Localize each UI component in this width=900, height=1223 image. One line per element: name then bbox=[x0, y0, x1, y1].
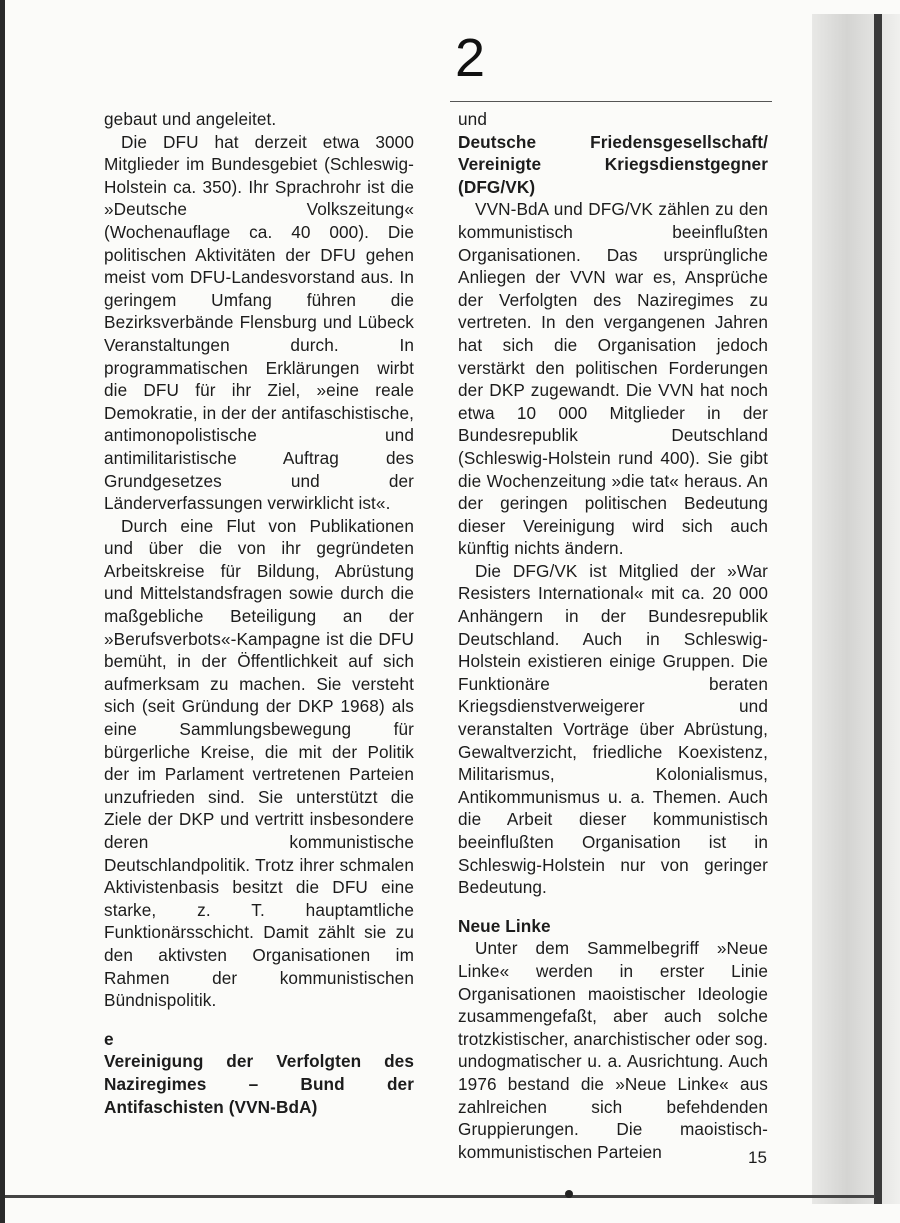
page-bottom-edge bbox=[5, 1195, 875, 1198]
paragraph-gap bbox=[458, 899, 768, 915]
section-heading: Vereinigung der Verfolgten des Naziregimes – Bund der Antifaschisten (VVN-BdA) bbox=[104, 1051, 414, 1117]
paragraph: Die DFU hat derzeit etwa 3000 Mitglieder im Bundesgebiet (Schleswig-Holstein ca. 350). Ihr Sprachrohr ist die »Deutsche Volkszeitung« (Wochenauflage ca. 40 000). Die politischen Aktivitäten der DFU gehen meist vom DFU-Landesvorstand aus. In geringem Umfang führen die Bezirksverbände Flensburg und Lübeck Veranstaltungen durch. In programmatischen Erklärungen wirbt die DFU für ihr Ziel, »eine reale Demokratie, in der der antifaschistische, antimonopolistische und antimilitaristische Auftrag des Grundgesetzes und der Länderverfassungen verwirklicht ist«. bbox=[104, 131, 414, 514]
header-rule bbox=[450, 101, 772, 102]
left-column bbox=[104, 108, 414, 1118]
section-heading: Neue Linke bbox=[458, 915, 551, 936]
page-number: 15 bbox=[748, 1148, 767, 1167]
next-page-edge bbox=[812, 14, 900, 1204]
paragraph: gebaut und angeleitet. bbox=[104, 109, 277, 129]
page-edge-left bbox=[0, 0, 5, 1223]
paragraph: Durch eine Flut von Publikationen und über die von ihr gegründeten Arbeitskreise für Bildung, Abrüstung und Mittelstandsfragen sowie durch die maßgebliche Beteiligung an der »Berufsverbots«-Kampagne ist die DFU bemüht, in der Öffentlichkeit auf sich aufmerksam zu machen. Sie versteht sich (seit Gründung der DKP 1968) als eine Sammlungsbewegung für bürgerliche Kreise, die mit der Politik der im Parlament vertretenen Parteien unzufrieden sind. Sie unterstützt die Ziele der DKP und vertritt insbesondere deren kommunistische Deutschlandpolitik. Trotz ihrer schmalen Aktivistenbasis besitzt die DFU eine starke, z. T. hauptamtliche Funktionärsschicht. Damit zählt sie zu den aktivsten Organisationen im Rahmen der kommunistischen Bündnispolitik. bbox=[104, 515, 414, 1011]
scan-artifact bbox=[565, 1190, 573, 1198]
paragraph: Die DFG/VK ist Mitglied der »War Resisters International« mit ca. 20 000 Anhängern in der Bundesrepublik Deutschland. Auch in Schleswig-Holstein existieren einige Gruppen. Die Funktionäre beraten Kriegsdienstverweigerer und veranstalten Vorträge über Abrüstung, Gewaltverzicht, friedliche Koexistenz, Militarismus, Kolonialismus, Antikommunismus u. a. Themen. Auch die Arbeit dieser kommunistisch beeinflußten Organisation ist in Schleswig-Holstein nur von geringer Bedeutung. bbox=[458, 560, 768, 898]
paragraph: Unter dem Sammelbegriff »Neue Linke« werden in erster Linie Organisationen maoistischer Ideologie zusammengefaßt, aber auch solche trotzkistischer, anarchistischer oder sog. undogmatischer u. a. Ausrichtung. Auch 1976 bestand die »Neue Linke« aus zahlreichen sich befehdenden Gruppierungen. Die maoistisch-kommunistischen Parteien bbox=[458, 938, 768, 1162]
paragraph: VVN-BdA und DFG/VK zählen zu den kommunistisch beeinflußten Organisationen. Das ursprüngliche Anliegen der VVN war es, Ansprüche der Verfolgten des Naziregimes zu vertreten. In den vergangenen Jahren hat sich die Organisation jedoch verstärkt den politischen Forderungen der DKP zugewandt. Die VVN hat noch etwa 10 000 Mitglieder in der Bundesrepublik Deutschland (Schleswig-Holstein rund 400). Sie gibt die Wochenzeitung »die tat« heraus. An der geringen politischen Bedeutung dieser Vereinigung wird sich auch künftig nichts ändern. bbox=[458, 199, 768, 559]
paragraph-gap bbox=[104, 1012, 414, 1028]
section-heading: Deutsche Friedensgesellschaft/ Vereinigte Kriegsdienstgegner (DFG/VK) bbox=[458, 131, 768, 197]
right-column bbox=[458, 108, 768, 1163]
section-number: 2 bbox=[455, 28, 486, 88]
section-heading: e bbox=[104, 1028, 114, 1049]
binding-shadow bbox=[874, 14, 882, 1204]
paragraph: und bbox=[458, 109, 487, 129]
